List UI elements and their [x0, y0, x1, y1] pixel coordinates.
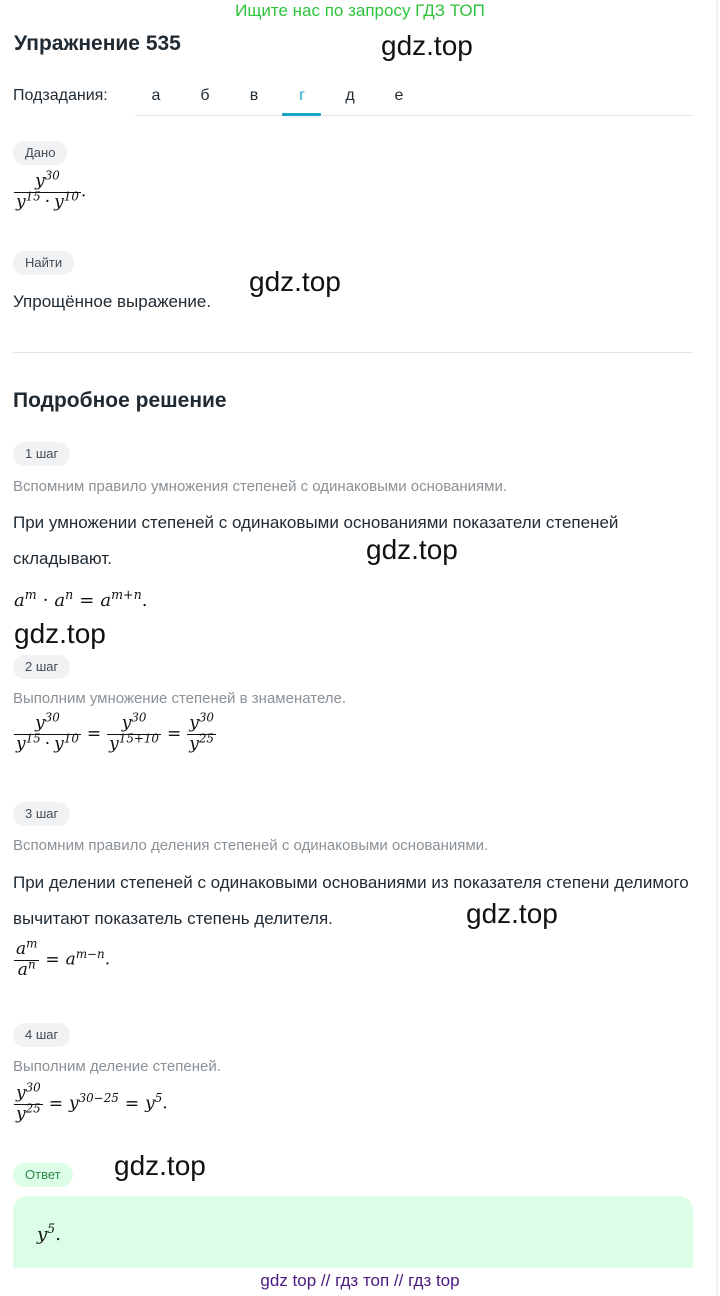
page-title: Упражнение 535: [14, 32, 181, 55]
step3-pill: 3 шаг: [13, 802, 70, 826]
section-divider: [13, 352, 693, 353]
active-tab-indicator: [282, 113, 321, 116]
step2-pill: 2 шаг: [13, 655, 70, 679]
watermark: gdz.top: [14, 618, 106, 649]
step3-text: При делении степеней с одинаковыми основаниями из показателя степени делимого вычитают показатель степень делителя.: [13, 873, 689, 928]
footer-links[interactable]: gdz top // гдз топ // гдз top: [260, 1271, 460, 1290]
watermark: gdz.top: [249, 266, 341, 297]
step3-pill-wrap: [13, 802, 70, 826]
answer-value: $y^5$.: [37, 1221, 61, 1245]
tab-subtask-v[interactable]: в: [249, 87, 259, 104]
answer-pill-wrap: [13, 1163, 73, 1187]
watermark: gdz.top: [381, 30, 473, 61]
watermark: gdz.top: [466, 898, 558, 929]
given-pill-wrap: [13, 141, 67, 165]
step4-pill: 4 шаг: [13, 1023, 70, 1047]
step3-formula: $\frac{a^m}{a^n}$ = $a^{m-n}$.: [16, 936, 111, 980]
given-pill: Дано: [13, 141, 67, 165]
answer-box: [13, 1196, 693, 1268]
step1-text: При умножении степеней с одинаковыми основаниями показатели степеней складывают.: [13, 513, 619, 568]
page-edge-divider: [716, 0, 718, 1296]
subtasks-label: Подзадания:: [13, 87, 108, 104]
tab-subtask-a[interactable]: а: [151, 87, 161, 104]
step4-hint: Выполним деление степеней.: [13, 1058, 221, 1075]
step4-formula: $\frac{y^{30}}{y^{25}}$ = $y^{30-25} = y^5$.: [16, 1080, 168, 1124]
find-pill: Найти: [13, 251, 74, 275]
given-fraction: $\frac{y^{30}}{y^{15} \cdot y^{10}}$: [16, 168, 79, 212]
solution-heading: Подробное решение: [13, 389, 227, 412]
answer-pill: Ответ: [13, 1163, 73, 1187]
tab-subtask-e[interactable]: е: [394, 87, 404, 104]
step1-pill-wrap: [13, 442, 70, 466]
step2-formula: $\frac{y^{30}}{y^{15} \cdot y^{10}}$ = $\frac{y^{30}}{y^{15+10}}$ = $\frac{y^{30}}{y^{25}}$: [16, 710, 214, 754]
tab-subtask-b[interactable]: б: [200, 87, 210, 104]
find-pill-wrap: [13, 251, 74, 275]
search-banner[interactable]: Ищите нас по запросу ГДЗ ТОП: [235, 1, 485, 20]
tab-subtask-d[interactable]: д: [345, 87, 355, 104]
step3-hint: Вспомним правило деления степеней с одинаковыми основаниями.: [13, 837, 489, 854]
step1-hint: Вспомним правило умножения степеней с одинаковыми основаниями.: [13, 478, 507, 495]
step4-pill-wrap: [13, 1023, 70, 1047]
step1-pill: 1 шаг: [13, 442, 70, 466]
step1-formula: $a^m \cdot a^n = a^{m+n}$.: [14, 587, 148, 611]
step2-hint: Выполним умножение степеней в знаменателе.: [13, 690, 347, 707]
find-text: Упрощённое выражение.: [13, 292, 212, 311]
subtasks-baseline: [135, 115, 692, 116]
watermark: gdz.top: [114, 1150, 206, 1181]
given-expression: $\frac{y^{30}}{y^{15} \cdot y^{10}}$ .: [16, 168, 87, 212]
watermark: gdz.top: [366, 534, 458, 565]
tab-subtask-g[interactable]: г: [299, 87, 305, 104]
step2-pill-wrap: [13, 655, 70, 679]
